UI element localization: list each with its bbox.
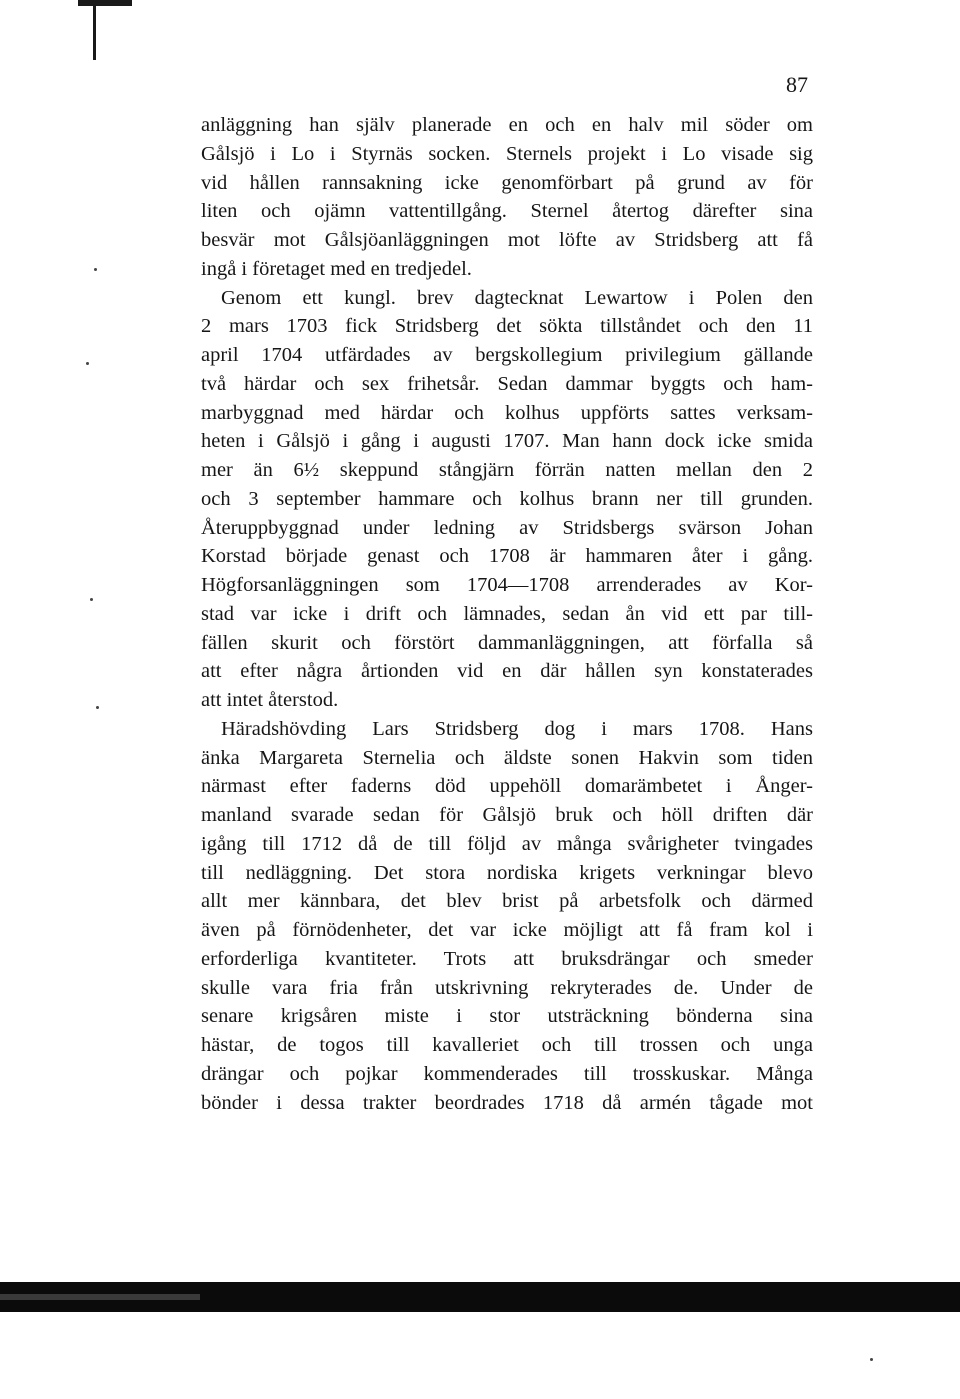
scan-crop-stem bbox=[93, 0, 96, 60]
scan-speck bbox=[96, 706, 99, 709]
text-line: mer än 6½ skeppund stångjärn förrän natten mellan den 2 bbox=[201, 459, 813, 481]
text-line: även på förnödenheter, det var icke möjligt att få fram kol i bbox=[201, 919, 813, 941]
text-line: bönder i dessa trakter beordrades 1718 då armén tågade mot bbox=[201, 1091, 813, 1114]
body-text bbox=[201, 111, 813, 1117]
text-line: liten och ojämn vattentillgång. Sternel återtog därefter sina bbox=[201, 200, 813, 223]
text-line: Genom ett kungl. brev dagtecknat Lewartow i Polen den bbox=[221, 286, 813, 309]
scan-speck bbox=[90, 598, 93, 601]
text-line: manland svarade sedan för Gålsjö bruk och höll driften där bbox=[201, 804, 813, 826]
text-line: drängar och pojkar kommenderades till trosskuskar. Många bbox=[201, 1062, 813, 1085]
text-line: april 1704 utfärdades av bergskollegium privilegium gällande bbox=[201, 344, 813, 366]
text-line: Högforsanläggningen som 1704—1708 arrenderades av Kor- bbox=[201, 574, 813, 596]
text-line: Korstad började genast och 1708 är hammaren åter i gång. bbox=[201, 545, 813, 568]
text-line: stad var icke i drift och lämnades, sedan ån vid ett par till- bbox=[201, 602, 813, 625]
text-line: heten i Gålsjö i gång i augusti 1707. Man hann dock icke smida bbox=[201, 430, 813, 453]
text-line: ingå i företaget med en tredjedel. bbox=[201, 257, 472, 280]
scan-edge-band-highlight bbox=[0, 1294, 200, 1300]
text-line: marbyggnad med härdar och kolhus uppförts sattes verksam- bbox=[201, 401, 813, 424]
scan-speck bbox=[870, 1358, 873, 1361]
scan-speck bbox=[94, 268, 97, 271]
text-line: vid hållen rannsakning icke genomförbart på grund av för bbox=[201, 171, 813, 194]
text-line: att intet återstod. bbox=[201, 689, 339, 711]
text-line: anläggning han själv planerade en och en halv mil söder om bbox=[201, 114, 813, 136]
text-line: igång till 1712 då de till följd av många svårigheter tvingades bbox=[201, 832, 813, 855]
text-line: 2 mars 1703 fick Stridsberg det sökta tillståndet och den 11 bbox=[201, 315, 813, 338]
text-line: skulle vara fria från utskrivning rekryterades de. Under de bbox=[201, 976, 813, 999]
text-line: hästar, de togos till kavalleriet och till trossen och unga bbox=[201, 1034, 813, 1056]
page-number: 87 bbox=[786, 72, 808, 97]
text-line: Häradshövding Lars Stridsberg dog i mars 1708. Hans bbox=[221, 717, 813, 740]
text-line: att efter några årtionden vid en där hållen syn konstaterades bbox=[201, 660, 813, 683]
text-line: Återuppbyggnad under ledning av Stridsbergs svärson Johan bbox=[201, 516, 813, 539]
text-line: närmast efter faderns död uppehöll domarämbetet i Ånger- bbox=[201, 775, 813, 798]
text-line: till nedläggning. Det stora nordiska krigets verkningar blevo bbox=[201, 861, 813, 884]
text-line: Gålsjö i Lo i Styrnäs socken. Sternels projekt i Lo visade sig bbox=[201, 142, 813, 165]
text-line: änka Margareta Sternelia och äldste sonen Hakvin som tiden bbox=[201, 746, 813, 769]
text-line: senare krigsåren miste i stor utsträckning bönderna sina bbox=[201, 1005, 813, 1028]
text-line: erforderliga kvantiteter. Trots att bruksdrängar och smeder bbox=[201, 947, 813, 970]
text-line: fällen skurit och förstört dammanläggningen, att förfalla så bbox=[201, 631, 813, 654]
text-line: två härdar och sex frihetsår. Sedan dammar byggts och ham- bbox=[201, 372, 813, 395]
scan-crop-mark bbox=[78, 0, 132, 6]
text-line: besvär mot Gålsjöanläggningen mot löfte av Stridsberg att få bbox=[201, 229, 813, 251]
text-line: allt mer kännbara, det blev brist på arbetsfolk och därmed bbox=[201, 890, 813, 913]
text-line: och 3 september hammare och kolhus brann ner till grunden. bbox=[201, 487, 813, 510]
scan-speck bbox=[86, 362, 89, 365]
